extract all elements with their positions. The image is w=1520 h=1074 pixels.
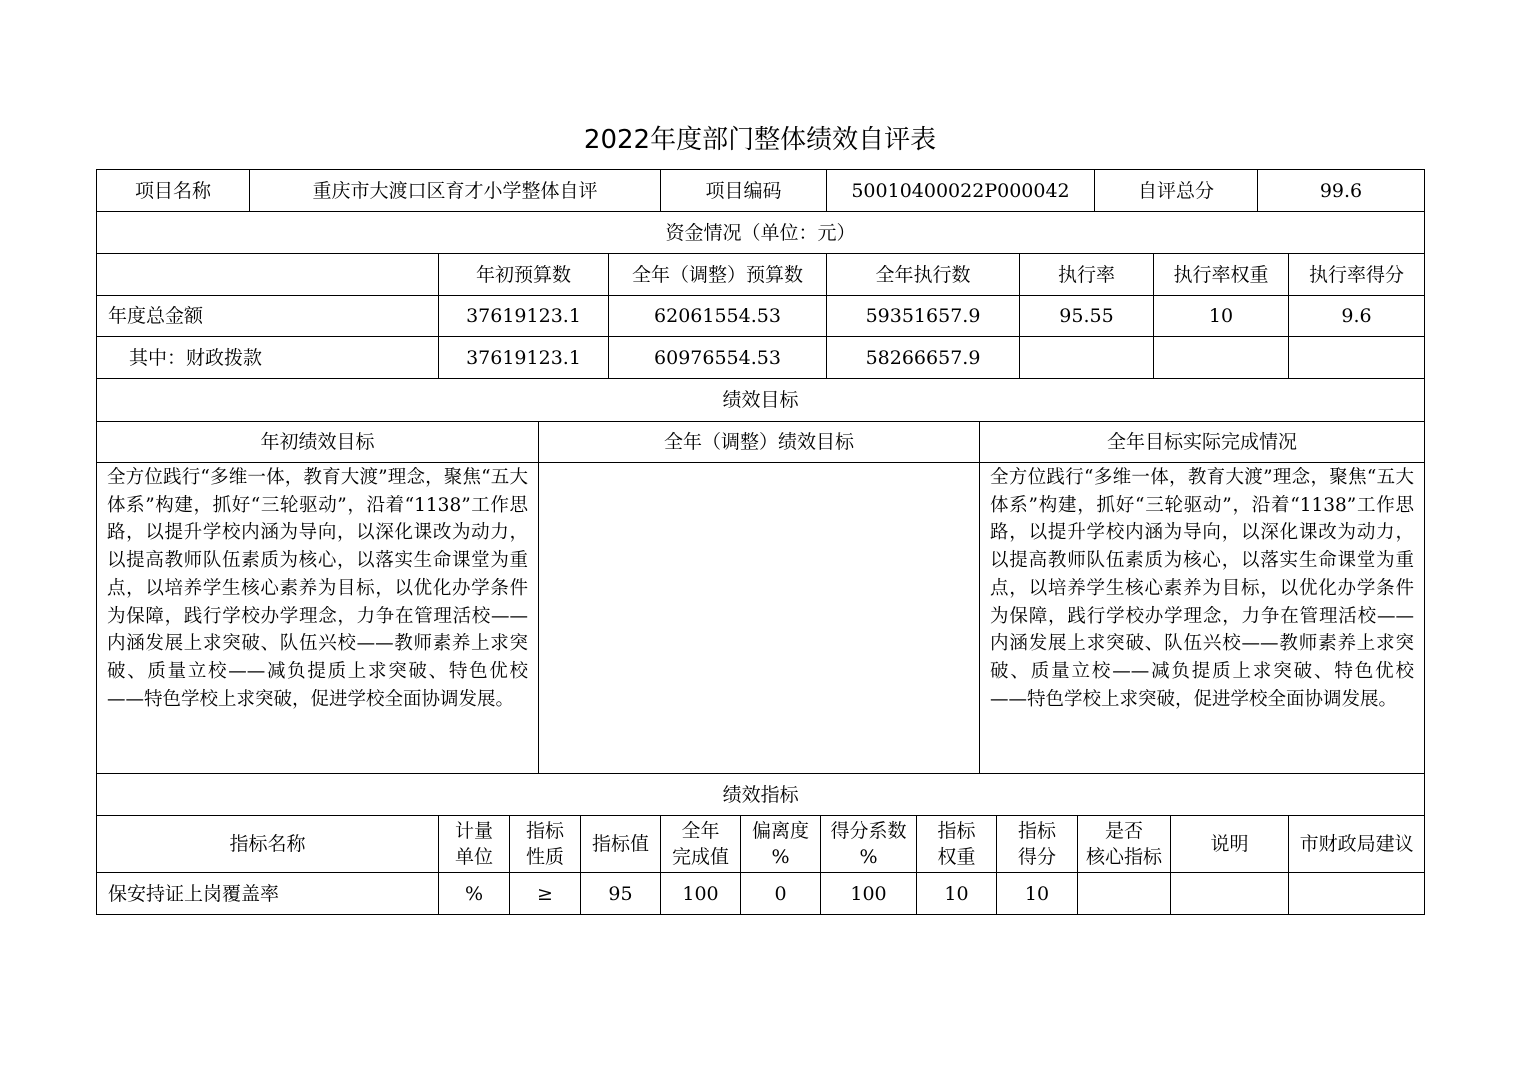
- funds-header-cell: 全年（调整）预算数: [609, 254, 827, 296]
- header-line: 是否: [1104, 820, 1143, 842]
- table-row: [97, 337, 1425, 379]
- page-title: 2022年度部门整体绩效自评表: [583, 125, 937, 155]
- indicators-section-title: 绩效指标: [97, 774, 1425, 816]
- indicator-header-cell: [741, 816, 821, 873]
- header-line: 指标名称: [229, 833, 306, 855]
- header-line: 指标: [937, 820, 976, 842]
- indicator-header-cell: [917, 816, 997, 873]
- project-info-table: [96, 169, 1425, 212]
- table-cell: 10: [997, 873, 1078, 915]
- table-cell: [1078, 873, 1171, 915]
- goals-section-title: 绩效目标: [97, 379, 1425, 422]
- indicators-header-row: [97, 816, 1425, 873]
- indicator-name: 保安持证上岗覆盖率: [97, 873, 439, 915]
- funds-header-cell: 执行率权重: [1154, 254, 1289, 296]
- adjusted-goal-text: [539, 463, 980, 774]
- indicator-header-cell: [1078, 816, 1171, 873]
- header-line: 全年: [681, 820, 720, 842]
- table-cell: 95.55: [1020, 296, 1154, 337]
- header-line: 指标: [525, 820, 564, 842]
- table-cell: [1154, 337, 1289, 379]
- table-cell: 37619123.1: [439, 337, 609, 379]
- table-cell: 59351657.9: [827, 296, 1020, 337]
- table-cell: 100: [821, 873, 917, 915]
- indicator-header-cell: [1171, 816, 1289, 873]
- actual-completion-text: 全方位践行“多维一体，教育大渡”理念，聚焦“五大体系”构建，抓好“三轮驱动”，沿着“1138”工作思路，以提升学校内涵为导向，以深化课改为动力，以提高教师队伍素质为核心，以落实生命课堂为重点，以培养学生核心素养为目标，以优化办学条件为保障，践行学校办学理念，力争在管理活校——内涵发展上求突破、队伍兴校——教师素养上求突破、质量立校——减负提质上求突破、特色优校——特色学校上求突破，促进学校全面协调发展。: [980, 463, 1425, 774]
- indicator-header-cell: [1289, 816, 1425, 873]
- project-code-label: 项目编码: [661, 170, 827, 212]
- table-cell: ≥: [510, 873, 581, 915]
- funds-section-title: 资金情况（单位：元）: [97, 212, 1425, 254]
- indicator-header-cell: [661, 816, 741, 873]
- table-cell: 62061554.53: [609, 296, 827, 337]
- project-code-value: 50010400022P000042: [827, 170, 1095, 212]
- indicator-header-cell: [997, 816, 1078, 873]
- table-cell: [1289, 337, 1425, 379]
- header-line: 市财政局建议: [1299, 833, 1414, 855]
- goals-table: [96, 378, 1425, 774]
- table-cell: 58266657.9: [827, 337, 1020, 379]
- table-row: [97, 873, 1425, 915]
- table-cell: 37619123.1: [439, 296, 609, 337]
- indicator-header-cell: [97, 816, 439, 873]
- table-cell: 10: [1154, 296, 1289, 337]
- table-cell: 0: [741, 873, 821, 915]
- total-score-value: 99.6: [1258, 170, 1425, 212]
- funds-header-row: [97, 254, 1425, 296]
- funds-header-cell: 全年执行数: [827, 254, 1020, 296]
- header-line: 得分系数: [830, 820, 907, 842]
- header-line: 指标值: [591, 833, 649, 855]
- indicator-header-cell: [821, 816, 917, 873]
- project-name-label: 项目名称: [97, 170, 250, 212]
- header-line: 完成值: [671, 846, 729, 868]
- header-line: 性质: [525, 846, 564, 868]
- funds-table: [96, 211, 1425, 379]
- header-line: 偏离度: [751, 820, 809, 842]
- table-cell: 100: [661, 873, 741, 915]
- indicator-header-cell: [510, 816, 581, 873]
- funds-header-cell: 执行率: [1020, 254, 1154, 296]
- indicator-header-cell: [581, 816, 661, 873]
- header-line: 说明: [1210, 833, 1249, 855]
- goals-header-cell: 年初绩效目标: [97, 422, 539, 463]
- table-cell: [1171, 873, 1289, 915]
- header-line: 得分: [1017, 846, 1056, 868]
- goals-header-cell: 全年目标实际完成情况: [980, 422, 1425, 463]
- header-line: 单位: [454, 846, 493, 868]
- header-line: %: [859, 846, 878, 868]
- indicator-header-cell: [439, 816, 510, 873]
- row-label: 其中：财政拨款: [97, 337, 439, 379]
- goals-header-row: [97, 422, 1425, 463]
- header-line: %: [771, 846, 790, 868]
- project-name-value: 重庆市大渡口区育才小学整体自评: [250, 170, 661, 212]
- header-line: 核心指标: [1085, 846, 1162, 868]
- table-cell: 95: [581, 873, 661, 915]
- funds-header-cell: 执行率得分: [1289, 254, 1425, 296]
- table-cell: 9.6: [1289, 296, 1425, 337]
- table-cell: 60976554.53: [609, 337, 827, 379]
- table-cell: 10: [917, 873, 997, 915]
- indicators-table: [96, 773, 1425, 915]
- table-cell: %: [439, 873, 510, 915]
- funds-header-cell: 年初预算数: [439, 254, 609, 296]
- table-row: [97, 296, 1425, 337]
- header-line: 指标: [1017, 820, 1056, 842]
- table-cell: [1020, 337, 1154, 379]
- header-line: 计量: [454, 820, 493, 842]
- row-label: 年度总金额: [97, 296, 439, 337]
- table-cell: [1289, 873, 1425, 915]
- total-score-label: 自评总分: [1095, 170, 1258, 212]
- goals-header-cell: 全年（调整）绩效目标: [539, 422, 980, 463]
- initial-goal-text: 全方位践行“多维一体，教育大渡”理念，聚焦“五大体系”构建，抓好“三轮驱动”，沿着“1138”工作思路，以提升学校内涵为导向，以深化课改为动力，以提高教师队伍素质为核心，以落实生命课堂为重点，以培养学生核心素养为目标，以优化办学条件为保障，践行学校办学理念，力争在管理活校——内涵发展上求突破、队伍兴校——教师素养上求突破、质量立校——减负提质上求突破、特色优校——特色学校上求突破，促进学校全面协调发展。: [97, 463, 539, 774]
- funds-header-cell: [97, 254, 439, 296]
- header-line: 权重: [937, 846, 976, 868]
